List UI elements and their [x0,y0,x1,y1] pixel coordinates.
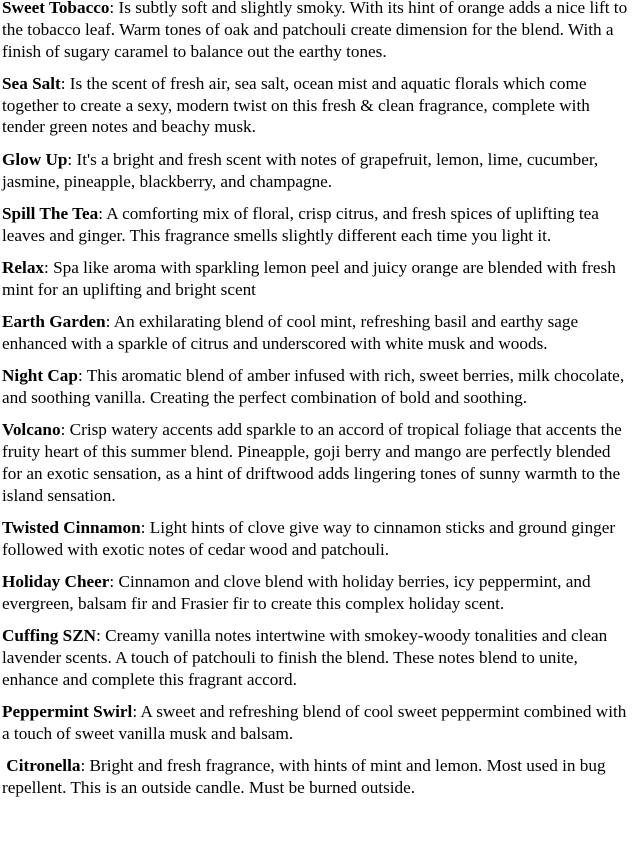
scent-entry-citronella [2,755,632,799]
scent-description: : Is the scent of fresh air, sea salt, ocean mist and aquatic florals which come together to create a sexy, modern twist on this fresh & clean fragrance, complete with tender green notes and beachy musk. [2,73,590,137]
scent-entry-twisted-cinnamon [2,517,632,561]
scent-entry-sea-salt [2,73,632,138]
scent-description: : This aromatic blend of amber infused with rich, sweet berries, milk chocolate, and soothing vanilla. Creating the perfect combination of bold and soothing. [2,366,625,407]
scent-name: Holiday Cheer [2,572,110,592]
scent-description: : Spa like aroma with sparkling lemon peel and juicy orange are blended with fresh mint for an uplifting and bright scent [2,257,616,299]
scent-name: Citronella [6,756,81,776]
scent-entry-volcano [2,419,632,506]
scent-name: Peppermint Swirl [2,702,133,722]
scent-name: Twisted Cinnamon [2,517,141,537]
scent-name: Relax [2,257,45,277]
scent-description: : Creamy vanilla notes intertwine with smokey-woody tonalities and clean lavender scents. A touch of patchouli to finish the blend. These notes blend to unite, enhance and complete this fragrant accord. [2,626,608,689]
scent-entry-relax [2,257,632,301]
scent-name: Sea Salt [2,73,61,93]
scent-description: : Crisp watery accents add sparkle to an accord of tropical foliage that accents the fruity heart of this summer blend. Pineapple, goji berry and mango are perfectly blended for an exotic sensation, as a hint of driftwood adds lingering tones of sunny warmth to the island sensation. [2,420,622,505]
scent-description: : It's a bright and fresh scent with notes of grapefruit, lemon, lime, cucumber, jasmine, pineapple, blackberry, and champagne. [2,149,599,191]
scent-name: Spill The Tea [2,203,99,223]
scent-description: : Bright and fresh fragrance, with hints of mint and lemon. Most used in bug repellent. This is an outside candle. Must be burned outside. [2,756,606,797]
scent-entry-spill-the-tea [2,203,632,247]
scent-name: Night Cap [2,366,78,386]
scent-name: Sweet Tobacco [2,0,110,17]
scent-name: Glow Up [2,149,68,169]
scent-entry-sweet-tobacco [2,0,632,62]
scent-name: Cuffing SZN [2,626,97,646]
scent-entry-night-cap [2,365,632,409]
scent-description: : A comforting mix of floral, crisp citrus, and fresh spices of uplifting tea leaves and ginger. This fragrance smells slightly different each time you light it. [2,203,599,245]
scent-entry-holiday-cheer [2,571,632,615]
scent-description: : Is subtly soft and slightly smoky. With its hint of orange adds a nice lift to the tobacco leaf. Warm tones of oak and patchouli create dimension for the blend. With a finish of sugary caramel to balance out the earthy tones. [2,0,628,61]
scent-entry-earth-garden [2,311,632,355]
scent-entry-glow-up [2,149,632,193]
scent-description: : A sweet and refreshing blend of cool sweet peppermint combined with a touch of sweet vanilla musk and balsam. [2,702,627,743]
scent-description: : Cinnamon and clove blend with holiday berries, icy peppermint, and evergreen, balsam fir and Frasier fir to create this complex holiday scent. [2,572,591,613]
scent-name: Earth Garden [2,312,106,332]
scent-name: Volcano [2,420,61,440]
scent-entry-peppermint-swirl [2,701,632,745]
scent-entry-cuffing-szn [2,625,632,690]
scent-description: : Light hints of clove give way to cinnamon sticks and ground ginger followed with exotic notes of cedar wood and patchouli. [2,517,616,559]
scent-description: : An exhilarating blend of cool mint, refreshing basil and earthy sage enhanced with a sparkle of citrus and underscored with white musk and woods. [2,312,579,353]
